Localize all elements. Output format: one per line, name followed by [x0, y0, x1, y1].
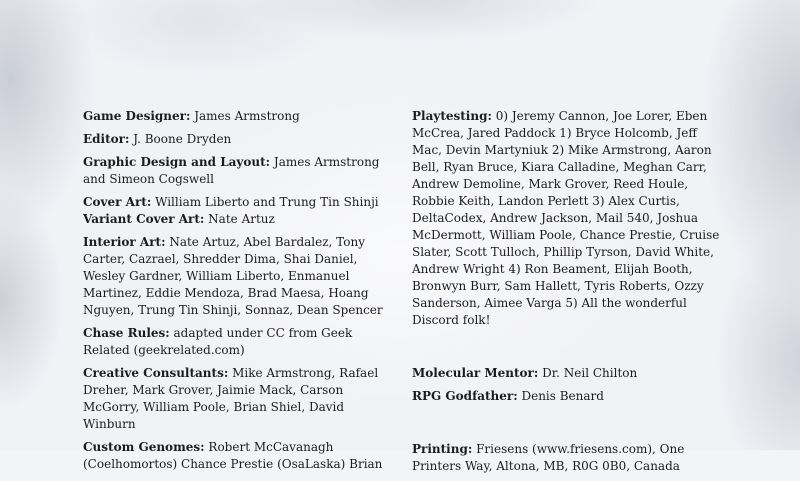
credit-cover-art: Cover Art: William Liberto and Trung Tin Shinji	[83, 195, 379, 209]
credit-printing: Printing: Friesens (www.friesens.com), One Printers Way, Altona, MB, R0G 0B0, Canada	[412, 442, 685, 473]
credit-rpg-godfather: RPG Godfather: Denis Benard	[412, 389, 604, 403]
credit-graphic-design: Graphic Design and Layout: James Armstrong and Simeon Cogswell	[83, 155, 380, 186]
credit-chase-rules: Chase Rules: adapted under CC from Geek Related (geekrelated.com)	[83, 326, 353, 357]
credits-column-left	[83, 108, 395, 479]
credit-game-designer: Game Designer: James Armstrong	[83, 109, 300, 123]
credit-molecular-mentor: Molecular Mentor: Dr. Neil Chilton	[412, 366, 638, 380]
credit-creative-consultants: Creative Consultants: Mike Armstrong, Rafael Dreher, Mark Grover, Jaimie Mack, Carson McGorry, William Poole, Brian Shiel, David Winburn	[83, 366, 379, 431]
credits-column-right	[412, 108, 724, 481]
credit-interior-art: Interior Art: Nate Artuz, Abel Bardalez, Tony Carter, Cazrael, Shredder Dima, Shai Daniel, Wesley Gardner, William Liberto, Enmanuel Martinez, Eddie Mendoza, Brad Maesa, Hoang Nguyen, Trung Tin Shinji, Sonnaz, Dean Spencer	[83, 235, 383, 317]
credit-variant-cover-art: Variant Cover Art: Nate Artuz	[83, 212, 275, 226]
credit-editor: Editor: J. Boone Dryden	[83, 132, 232, 146]
credit-playtesting: Playtesting: 0) Jeremy Cannon, Joe Lorer, Eben McCrea, Jared Paddock 1) Bryce Holcomb, Jeff Mac, Devin Martyniuk 2) Mike Armstrong, Aaron Bell, Ryan Bruce, Kiara Calladine, Meghan Carr, Andrew Demoline, Mark Grover, Reed Houle, Robbie Keith, Landon Perlett 3) Alex Curtis, DeltaCodex, Andrew Jackson, Mail 540, Joshua McDermott, William Poole, Chance Prestie, Cruise Slater, Scott Tulloch, Phillip Tyrson, David White, Andrew Wright 4) Ron Beament, Elijah Booth, Bronwyn Burr, Sam Hallett, Tyris Roberts, Ozzy Sanderson, Aimee Varga 5) All the wonderful Discord folk!	[412, 109, 720, 327]
credit-custom-genomes: Custom Genomes: Robert McCavanagh (Coelhomortos) Chance Prestie (OsaLaska) Brian	[83, 440, 383, 471]
